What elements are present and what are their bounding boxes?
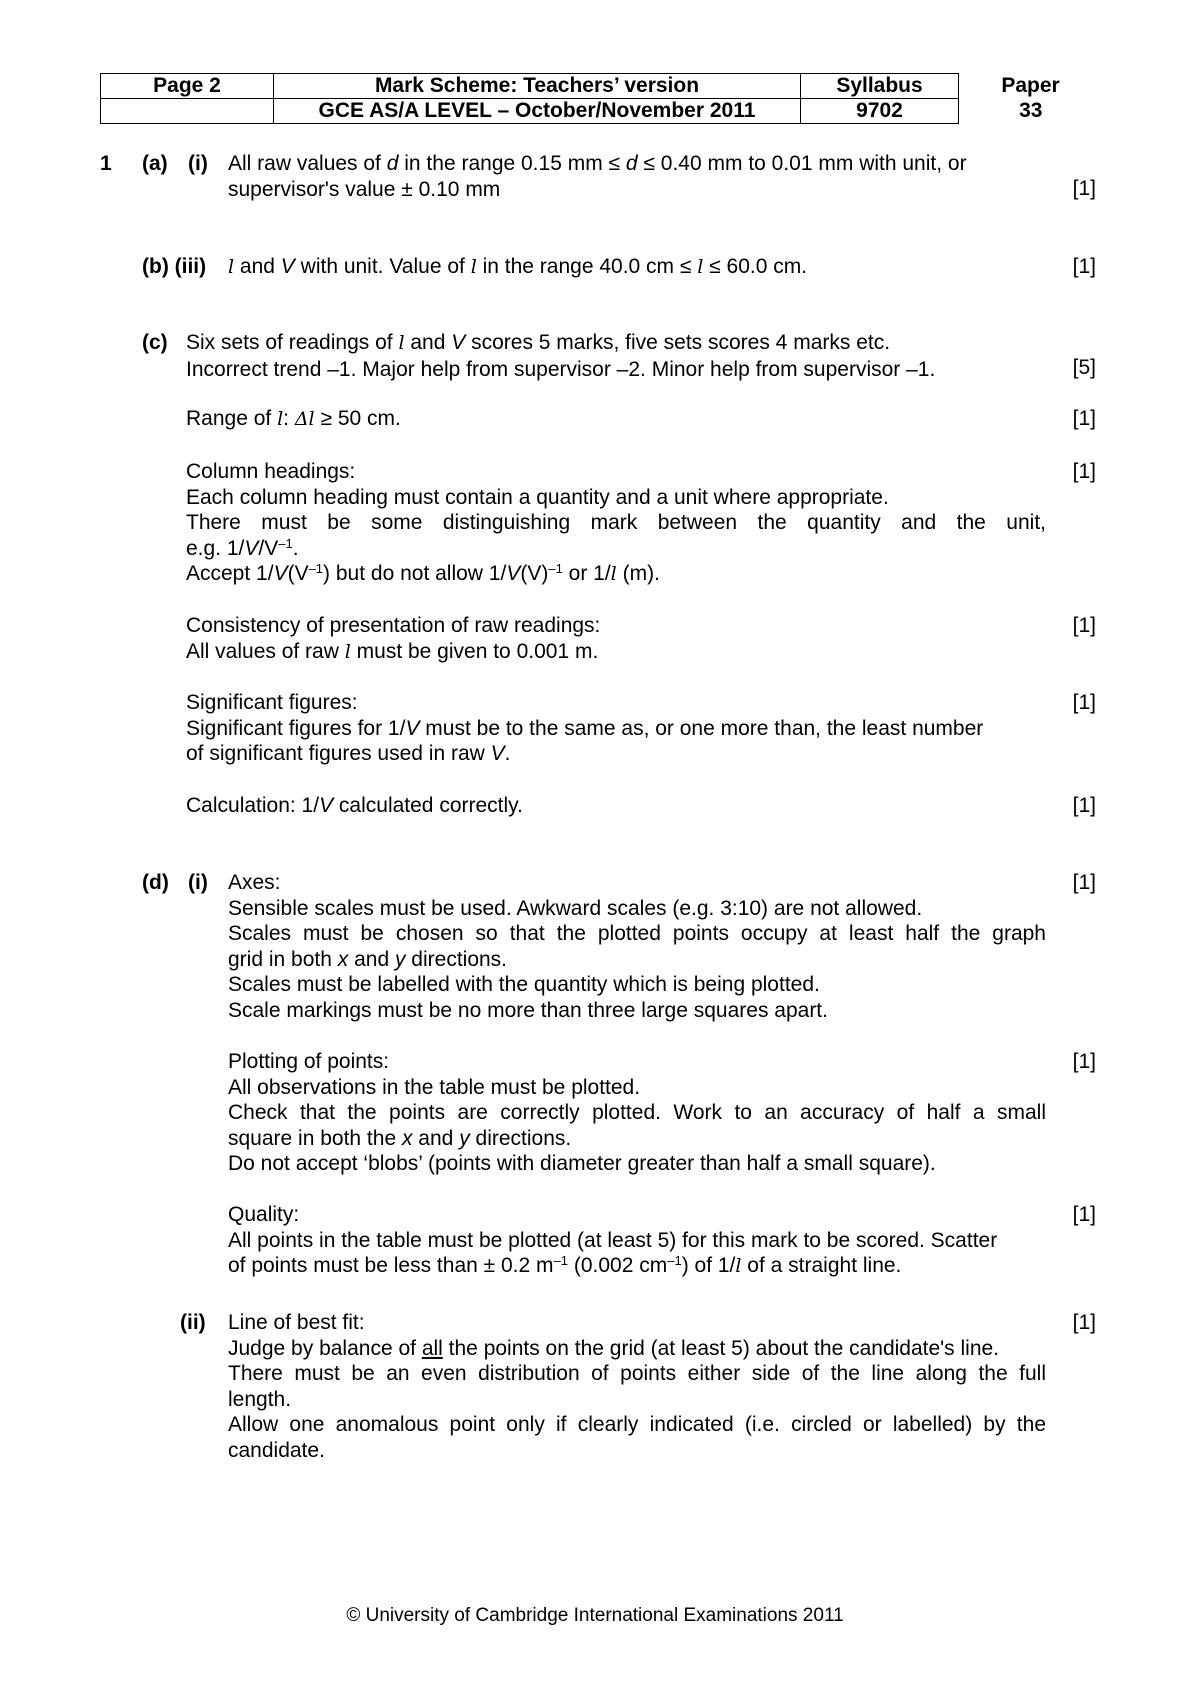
a-line-2: supervisor's value ± 0.10 mm — [228, 177, 501, 201]
syllabus-code: 9702 — [801, 99, 959, 124]
syllabus-label: Syllabus — [801, 74, 959, 99]
mark-b-iii: [1] — [1072, 255, 1096, 278]
document-title: Mark Scheme: Teachers’ version — [274, 74, 801, 99]
mark-range: [1] — [1072, 407, 1096, 430]
paper-label: Paper — [1001, 74, 1060, 97]
mark-readings: [5] — [1072, 356, 1096, 379]
mark-best-fit: [1] — [1072, 1311, 1096, 1334]
part-b-iii-label: (b) (iii) — [142, 255, 207, 278]
mark-column-headings: [1] — [1072, 460, 1096, 483]
mark-consistency: [1] — [1072, 614, 1096, 637]
part-a-label: (a) — [142, 152, 168, 175]
mark-plotting: [1] — [1072, 1050, 1096, 1073]
mark-a-i: [1] — [1072, 177, 1096, 200]
mark-significant-figures: [1] — [1072, 691, 1096, 714]
part-d-label: (d) — [142, 871, 169, 894]
exam-name: GCE AS/A LEVEL – October/November 2011 — [274, 99, 801, 124]
mark-calculation: [1] — [1072, 794, 1096, 817]
footer-copyright: © University of Cambridge International Examinations 2011 — [346, 1605, 844, 1626]
part-a-i-label: (i) — [188, 152, 208, 175]
part-c-label: (c) — [142, 331, 168, 354]
b-line-1: l and V with unit. Value of l in the range 40.0 cm ≤ l ≤ 60.0 cm. — [228, 255, 808, 278]
page-number: Page 2 — [101, 74, 274, 99]
question-number: 1 — [100, 152, 112, 175]
part-d-ii-label: (ii) — [180, 1311, 206, 1334]
mark-axes: [1] — [1072, 871, 1096, 894]
paper-code: 33 — [1019, 99, 1043, 122]
header-table — [100, 73, 1103, 124]
part-d-i-label: (i) — [188, 871, 208, 894]
a-line-1: All raw values of d in the range 0.15 mm ≤ d ≤ 0.40 mm to 0.01 mm with unit, or — [228, 152, 967, 175]
mark-quality: [1] — [1072, 1203, 1096, 1226]
